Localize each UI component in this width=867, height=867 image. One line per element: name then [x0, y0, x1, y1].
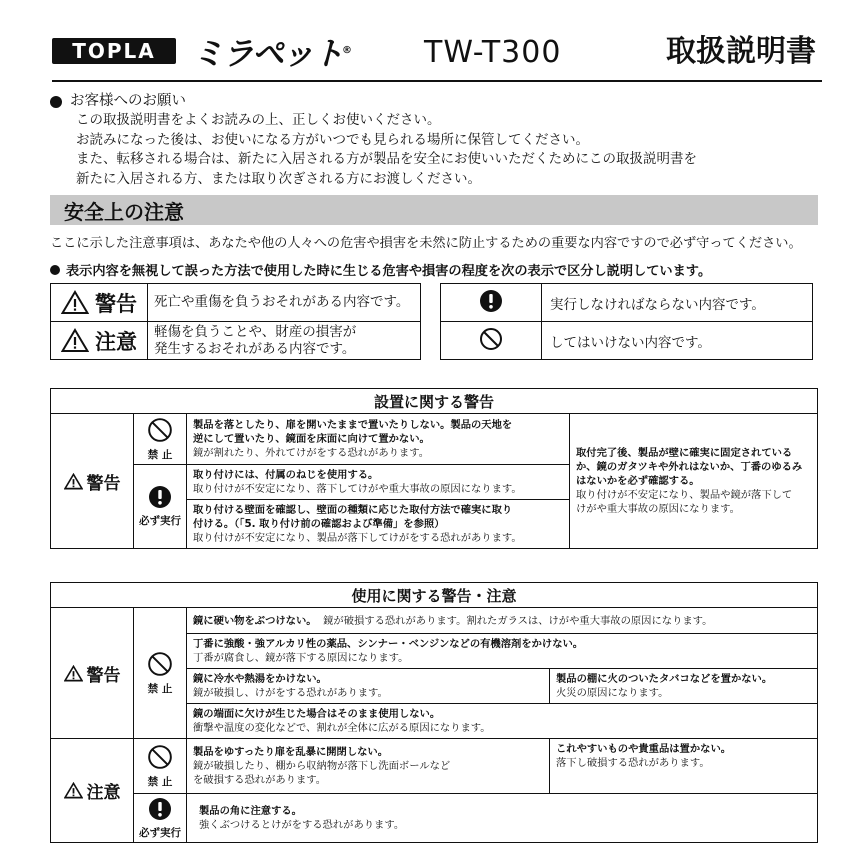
use-warning-row-2: 丁番に強酸・強アルカリ性の薬品、シンナー・ベンジンなどの有機溶剤をかけない。 丁番が腐食し、鏡が落下する原因になります。	[187, 634, 818, 669]
brand-logo: TOPLA	[52, 38, 176, 64]
section-title-safety: 安全上の注意	[50, 195, 818, 225]
install-prohibited-cell: 禁 止	[134, 414, 187, 465]
use-prohibited-cell: 禁 止	[134, 608, 187, 739]
legend-prohibited-cell	[441, 322, 542, 360]
use-caution-mandatory-cell: 必ず実行	[134, 794, 187, 843]
install-side-note: 取付完了後、製品が壁に確実に固定されている か、鏡のガタツキや外れはないか、丁番のゆるみ はないかを必ず確認する。 取り付けが不安定になり、製品や鏡が落下して けがや重大事故の原因になります。	[570, 414, 818, 549]
model-number: TW-T300	[424, 35, 562, 70]
document-header	[52, 34, 820, 76]
use-warning-caution-table	[50, 582, 818, 843]
request-line: この取扱説明書をよくお読みの上、正しくお使いください。	[76, 112, 441, 128]
install-row-2: 取り付けには、付属のねじを使用する。 取り付けが不安定になり、落下してけがや重大事故の原因になります。	[187, 465, 570, 500]
install-row-1: 製品を落としたり、扉を開いたままで置いたりしない。製品の天地を 逆にして置いたり、鏡面を床面に向けて置かない。 鏡が割れたり、外れてけがをする恐れがあります。	[187, 414, 570, 465]
document-title: 取扱説明書	[666, 34, 816, 69]
prohibited-icon	[147, 651, 173, 677]
legend-warning-desc: 死亡や重傷を負うおそれがある内容です。	[148, 284, 421, 322]
use-table-title: 使用に関する警告・注意	[51, 583, 818, 608]
product-logo: ミラペット®	[192, 34, 351, 73]
prohibited-icon	[479, 327, 503, 351]
use-warning-row-1: 鏡に硬い物をぶつけない。 鏡が破損する恐れがあります。割れたガラスは、けがや重大事故の原因になります。	[187, 608, 818, 634]
install-row-3: 取り付ける壁面を確認し、壁面の種類に応じた取付方法で確実に取り 付ける。（「5. 取り付け前の確認および準備」を参照） 取り付けが不安定になり、製品が落下してけがをする恐れがあります。	[187, 500, 570, 549]
legend-mandatory-cell	[441, 284, 542, 322]
legend-caution-desc: 軽傷を負うことや、財産の損害が 発生するおそれがある内容です。	[148, 322, 421, 360]
mandatory-exclamation-icon	[479, 289, 503, 313]
bullet-icon	[50, 265, 60, 275]
use-caution-row-1: 製品をゆすったり扉を乱暴に開閉しない。 鏡が破損したり、棚から収納物が落下し洗面ボールなど を破損する恐れがあります。	[187, 739, 550, 794]
use-kind-caution: 注意	[51, 739, 134, 843]
use-kind-warning: 警告	[51, 608, 134, 739]
warning-triangle-icon	[64, 782, 83, 799]
legend-prohibited-desc: してはいけない内容です。	[542, 322, 813, 360]
use-caution-prohibited-cell: 禁 止	[134, 739, 187, 794]
prohibited-icon	[147, 744, 173, 770]
safety-classify-note: 表示内容を無視して誤った方法で使用した時に生じる危害や損害の程度を次の表示で区分し説明しています。	[50, 260, 711, 279]
legend-warning-cell	[51, 284, 148, 322]
customer-request	[50, 92, 697, 189]
legend-caution-cell	[51, 322, 148, 360]
request-heading: お客様へのお願い	[70, 93, 186, 109]
request-line: お読みになった後は、お使いになる方がいつでも見られる場所に保管してください。	[76, 131, 589, 148]
request-line: 新たに入居される方、または取り次ぎされる方にお渡しください。	[76, 170, 481, 187]
warning-triangle-icon	[61, 328, 89, 353]
use-warning-row-4: 製品の棚に火のついたタバコなどを置かない。 火災の原因になります。	[550, 669, 818, 704]
prohibited-icon	[147, 417, 173, 443]
use-warning-row-3: 鏡に冷水や熱湯をかけない。 鏡が破損し、けがをする恐れがあります。	[187, 669, 550, 704]
install-mandatory-cell: 必ず実行	[134, 465, 187, 549]
warning-triangle-icon	[64, 473, 83, 490]
safety-intro: ここに示した注意事項は、あなたや他の人々への危害や損害を未然に防止するための重要な内容ですので必ず守ってください。	[50, 236, 802, 251]
legend-mandatory-desc: 実行しなければならない内容です。	[542, 284, 813, 322]
legend-caution-word: 注意	[95, 329, 137, 354]
use-caution-row-2: これやすいものや貴重品は置かない。 落下し破損する恐れがあります。	[550, 739, 818, 794]
request-line: また、転移される場合は、新たに入居される方が製品を安全にお使いいただくためにこの取扱説明書を	[76, 151, 697, 167]
mandatory-exclamation-icon	[148, 797, 172, 821]
legend-severity-table	[50, 283, 421, 360]
header-divider	[52, 80, 822, 82]
warning-triangle-icon	[61, 290, 89, 315]
legend-warning-word: 警告	[95, 291, 137, 316]
install-table-title: 設置に関する警告	[51, 389, 818, 414]
install-warning-table	[50, 388, 818, 549]
mandatory-exclamation-icon	[148, 485, 172, 509]
warning-triangle-icon	[64, 665, 83, 682]
install-kind-warning: 警告	[51, 414, 134, 549]
use-warning-row-5: 鏡の端面に欠けが生じた場合はそのまま使用しない。 衝撃や温度の変化などで、割れが全体に広がる原因になります。	[187, 704, 818, 739]
bullet-icon	[50, 96, 62, 108]
use-caution-row-3: 製品の角に注意する。 強くぶつけるとけがをする恐れがあります。	[187, 794, 818, 843]
legend-symbol-table	[440, 283, 813, 360]
